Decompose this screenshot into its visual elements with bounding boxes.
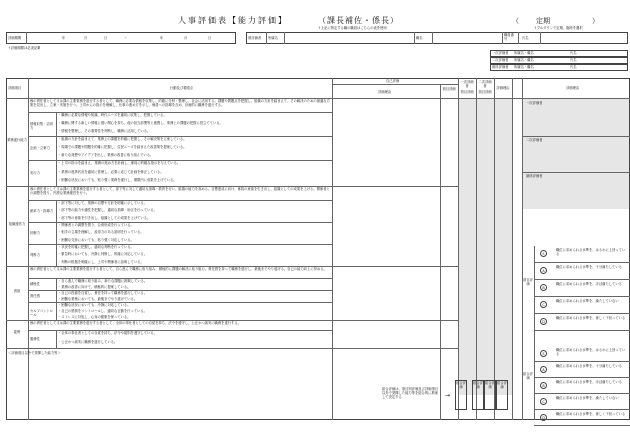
evaluator-row (490, 64, 628, 71)
evaluator-name[interactable]: 氏名 (570, 51, 577, 55)
overall-2-label: 総合評価 (485, 381, 495, 390)
subject-label: 被評価者 (248, 36, 262, 40)
category-intro: 係の責任者として又は課の主要業務を遂行する者として、部下等に対して適切な指導・教育を行い、組織の能力を高める。目標達成に向け、係員の意欲を引き出し、組織としての成果を上げる。関係者との調整を図り、円滑な業務運営を行う。 (30, 187, 330, 196)
grade-description: 職位に求められる水準を、著しく下回っている (556, 316, 626, 320)
period-note: ↑評価期間は必須記載 (8, 46, 41, 50)
category-intro: 係の責任者として又は課の主要業務を遂行する者として、職務に必要な情報を収集し、的確に分析・整理し、社会に活用する。課題や問題点を把握し、組織の方針を踏まえて、その解決のための最適な方策を見出し、立案・実施を行う。上司からの指示を理解し、仕事の進め方を示し、係員への指導を含め、計画的に職務を遂行する。 (30, 99, 330, 108)
arrow-icon: → (445, 392, 451, 399)
subject-post-label: 職名 (416, 36, 423, 40)
behavior-item: ・新たな発想やアイデアを出し、業務の改善に取り組んでいる。 (58, 153, 154, 157)
self-score-cell[interactable] (441, 100, 457, 184)
from-year[interactable]: 年 (62, 36, 66, 40)
head-behavior: 行動及び着眼点 (170, 86, 194, 90)
remarks-gray-block (523, 99, 629, 209)
evaluator-org[interactable]: 所属名・職名 (514, 51, 534, 55)
category-name: 姿勢 (13, 330, 21, 334)
category-intro: 係の責任者として又は課の主要業務を遂行する者として、全体の奉仕者としての自覚を持ち、法令を遵守し、公正かつ誠実に職務を遂行する。 (30, 321, 241, 325)
overall-grade-description: 職位に求められる水準を、はるかに上回っている (556, 348, 626, 357)
evaluator-label: 二次評価者 (492, 58, 509, 62)
overall-scale-divider (534, 425, 630, 426)
behavior-item: ・困難な業務においても、最後までやり遂げている。 (58, 297, 138, 301)
overall-heading: 総合評価 (523, 372, 533, 381)
sub-column-line (56, 330, 57, 348)
head-first-score: 項目評価 (460, 90, 474, 94)
self-score-cell[interactable] (441, 188, 457, 264)
scale-heading: 項目評価 (523, 278, 533, 287)
overall-scale-divider (534, 393, 630, 394)
remarks-second-label: 二次評価者 (526, 138, 543, 142)
sub-name: 責任感 (30, 294, 40, 298)
behavior-item: ・職務に関する新しい情報に強い関心を持ち、他の担当部署等と連携し、業務上の課題の把握に役立てている。 (58, 121, 223, 125)
scale-divider (534, 313, 630, 314)
subject-box (246, 32, 628, 44)
head-self-score: 項目評価 (442, 87, 456, 91)
behavior-item: ・公正かつ誠実に職務を遂行している。 (58, 340, 118, 344)
self-overall-label: 総合評価 (456, 381, 466, 390)
overall-3-label: 総合評価 (497, 381, 507, 390)
overall-grade-b-circle: B (540, 382, 547, 389)
grade-a-circle: A (540, 267, 547, 274)
category-name: 業務遂行能力 (7, 138, 27, 142)
subject-name-label: 氏名 (522, 36, 529, 40)
grade-description: 職位に求められる水準を、はるかに上回っている (556, 248, 626, 257)
behavior-item: ・判断の根拠を明確にし、上司や関係者に説明している。 (58, 259, 144, 264)
overall-scale-divider (534, 361, 630, 362)
evaluator-label: 一次評価者 (492, 51, 509, 55)
grade-description: 職位に求められる水準を、満たしていない (556, 299, 619, 303)
behavior-item: ・職務に必要な情報や知識、時代ニーズを適切に収集し、把握している。 (58, 113, 167, 117)
sub-name: 判断力 (30, 253, 40, 257)
scale-col-line (534, 246, 535, 420)
head-second: 二次評価者 (478, 80, 492, 89)
head-item: 評価項目 (8, 86, 22, 90)
behavior-item: ・関係者との調整を図り、合意形成を行っている。 (58, 223, 134, 227)
scale-divider (534, 296, 630, 297)
behavior-item: ・相手の立場を理解し、説得力のある説明を行っている。 (58, 230, 144, 235)
from-day[interactable]: 日 (104, 36, 108, 40)
remarks-final-label: 最終評価者 (526, 174, 543, 178)
sub-name: 服務性 (30, 337, 40, 341)
period-type-select[interactable]: 定期 (536, 17, 550, 25)
remarks-first-label: 一次評価者 (526, 101, 543, 105)
overall-grade-description: 職位に求められる水準を、ほぼ満たしている (556, 380, 622, 384)
sub-column-line (56, 200, 57, 266)
overall-grade-description: 職位に求められる水準を、著しく下回っている (556, 412, 626, 416)
head-second-score: 項目評価 (478, 90, 492, 94)
sub-name: 統率力・指導力 (30, 209, 54, 213)
head-self: 自己評価 (386, 79, 400, 83)
behavior-item: ・自ら進んで職務に取り組み、新たな課題に挑戦している。 (58, 279, 148, 283)
behavior-item: ・状況を的確に把握し、適切な判断を行っている。 (58, 245, 134, 249)
overall-scale-divider (534, 409, 630, 410)
evaluator-name[interactable]: 氏名 (570, 58, 577, 62)
sub-column-line (56, 112, 57, 186)
grade-b-circle: B (540, 284, 547, 291)
behavior-item: ・業務の進捗状況を適切に管理し、必要に応じて計画を修正している。 (58, 169, 164, 174)
overall-grade-description: 職位に求められる水準を、十分満たしている (556, 364, 622, 368)
category-name: 組織運営力 (8, 222, 26, 226)
evaluator-name[interactable]: 氏名 (570, 65, 577, 69)
period-type-close: ） (592, 17, 599, 25)
evaluator-row (490, 50, 628, 57)
overall-grade-description: 職位に求められる水準を、満たしていない (556, 396, 619, 400)
overall-grade-a-circle: A (540, 366, 547, 373)
category-name: 意欲 (13, 289, 21, 293)
behavior-item: ・現場での課題や問題を的確に把握し、住民ニーズを踏まえた改善策を提案している。 (58, 145, 187, 149)
behavior-item: ・困難な状況においても、冷静に対応している。 (58, 303, 131, 307)
behavior-item: ・部下等の意欲を引き出し、組織としての成果を上げている。 (58, 215, 151, 220)
third-score-column (495, 99, 512, 395)
self-score-cell[interactable] (441, 322, 457, 346)
evaluator-org[interactable]: 所属名・職名 (514, 65, 534, 69)
behavior-item: ・情報を整理し、その重要性を判断し、職務に活用している。 (58, 129, 151, 133)
overall-note: 総合評価は、項目別評価及び評価項目以外で発揮した能力等を総合的に勘案して決定する (382, 387, 439, 400)
grade-description: 職位に求められる水準を、ほぼ満たしている (556, 282, 622, 286)
to-month[interactable]: 月 (184, 36, 188, 40)
behavior-item: ・全体の奉仕者としての自覚を持ち、法令や規則を遵守している。 (58, 331, 157, 335)
behavior-item: ・組織の方針を踏まえて、業務上の課題を的確に把握し、その解決策を立案している。 (58, 137, 187, 141)
top-note: ↑上記に特定する職の職員はこちらの表を使用 (318, 26, 387, 30)
behavior-item: ・困難な状況においても、粘り強く業務を遂行し、期限内に成果を上げている。 (58, 178, 177, 183)
head-remarks: 評価理由 (566, 86, 580, 90)
to-year[interactable]: 年 (160, 36, 164, 40)
form-title: 人事評価表【能力評価】 (178, 16, 288, 25)
head-self-reason: 評価理由 (378, 90, 392, 94)
grade-d-circle: D (540, 318, 547, 325)
period-type-open: （ (512, 17, 519, 25)
grade-s-circle: S (540, 250, 547, 257)
from-month[interactable]: 月 (84, 36, 88, 40)
evaluator-row (490, 57, 628, 64)
behavior-item: ・部下等の能力や適性を把握し、適切な指導・助言を行っている。 (58, 208, 157, 213)
overall-grade-d-circle: D (540, 414, 547, 421)
sub-name: 折衝力 (30, 231, 40, 235)
grade-description: 職位に求められる水準を、十分満たしている (556, 265, 622, 269)
bottom-note-label: ＜評価項目以外で発揮した能力等＞ (8, 351, 61, 355)
overall-1-label: 総合評価 (473, 381, 483, 390)
subject-post2-label: 職員番号 (504, 33, 514, 42)
overall-scale-divider (534, 377, 630, 378)
sub-name: 積極性 (30, 282, 40, 286)
behavior-item: ・部下等に対して、業務の目標や方針を明確に示している。 (58, 201, 147, 205)
subject-org-label: 所属名 (268, 36, 278, 40)
grade-c-circle: C (540, 301, 547, 308)
category-intro: 係の責任者として又は課の主要業務を遂行する者として、自ら進んで職務に取り組み、積極的に課題の解決に取り組む。責任感を持って職務を遂行し、最後までやり遂げる。自己の能力向上に努める。 (30, 267, 327, 271)
sub-name: 情報収集・活用力 (30, 122, 54, 131)
behavior-item: ・上司の指示を踏まえ、業務の進め方を計画し、係員に的確な指示を与えている。 (58, 161, 181, 165)
behavior-item: ・自己の役割を自覚し、責任を持って職務を遂行している。 (58, 291, 148, 295)
first-score-column (459, 99, 476, 395)
overall-grade-s-circle: S (540, 350, 547, 357)
behavior-item: ・自己の感情をコントロールし、適切な言動を行っている。 (58, 309, 147, 313)
evaluator-label: 最終評価者 (492, 65, 509, 69)
sub-name: 実行力 (30, 171, 40, 175)
self-score-cell[interactable] (441, 268, 457, 318)
behavior-item: ・業務の改善に向けて、積極的に提案している。 (58, 285, 131, 289)
period-label: 評価期間 (8, 36, 22, 40)
top-right-note: ↑プルダウンで定期、臨時を選択 (534, 26, 583, 30)
sub-column-line (56, 278, 57, 320)
behavior-item: ・ストレスに対処し、心身の健康を保っている。 (58, 315, 131, 319)
behavior-item: ・緊急時においても、冷静に判断し、的確に対応している。 (58, 252, 148, 257)
period-box (6, 32, 236, 44)
scale-divider (534, 330, 630, 331)
evaluator-org[interactable]: 所属名・職名 (514, 58, 534, 62)
scale-divider (534, 262, 630, 263)
sub-name: 企画・立案力 (30, 146, 50, 150)
sub-name: セルフコントロール (30, 309, 53, 318)
scale-divider (534, 279, 630, 280)
form-subtitle: （課長補佐・係長） (318, 16, 399, 25)
head-third: 評価理由 (496, 86, 510, 90)
overall-grade-c-circle: C (540, 398, 547, 405)
period-dash: ～ (124, 36, 128, 40)
second-score-column (477, 99, 494, 395)
to-day[interactable]: 日 (208, 36, 212, 40)
head-first: 一次評価者 (460, 80, 474, 89)
behavior-item: ・困難な交渉においても、粘り強く対応している。 (58, 237, 134, 242)
